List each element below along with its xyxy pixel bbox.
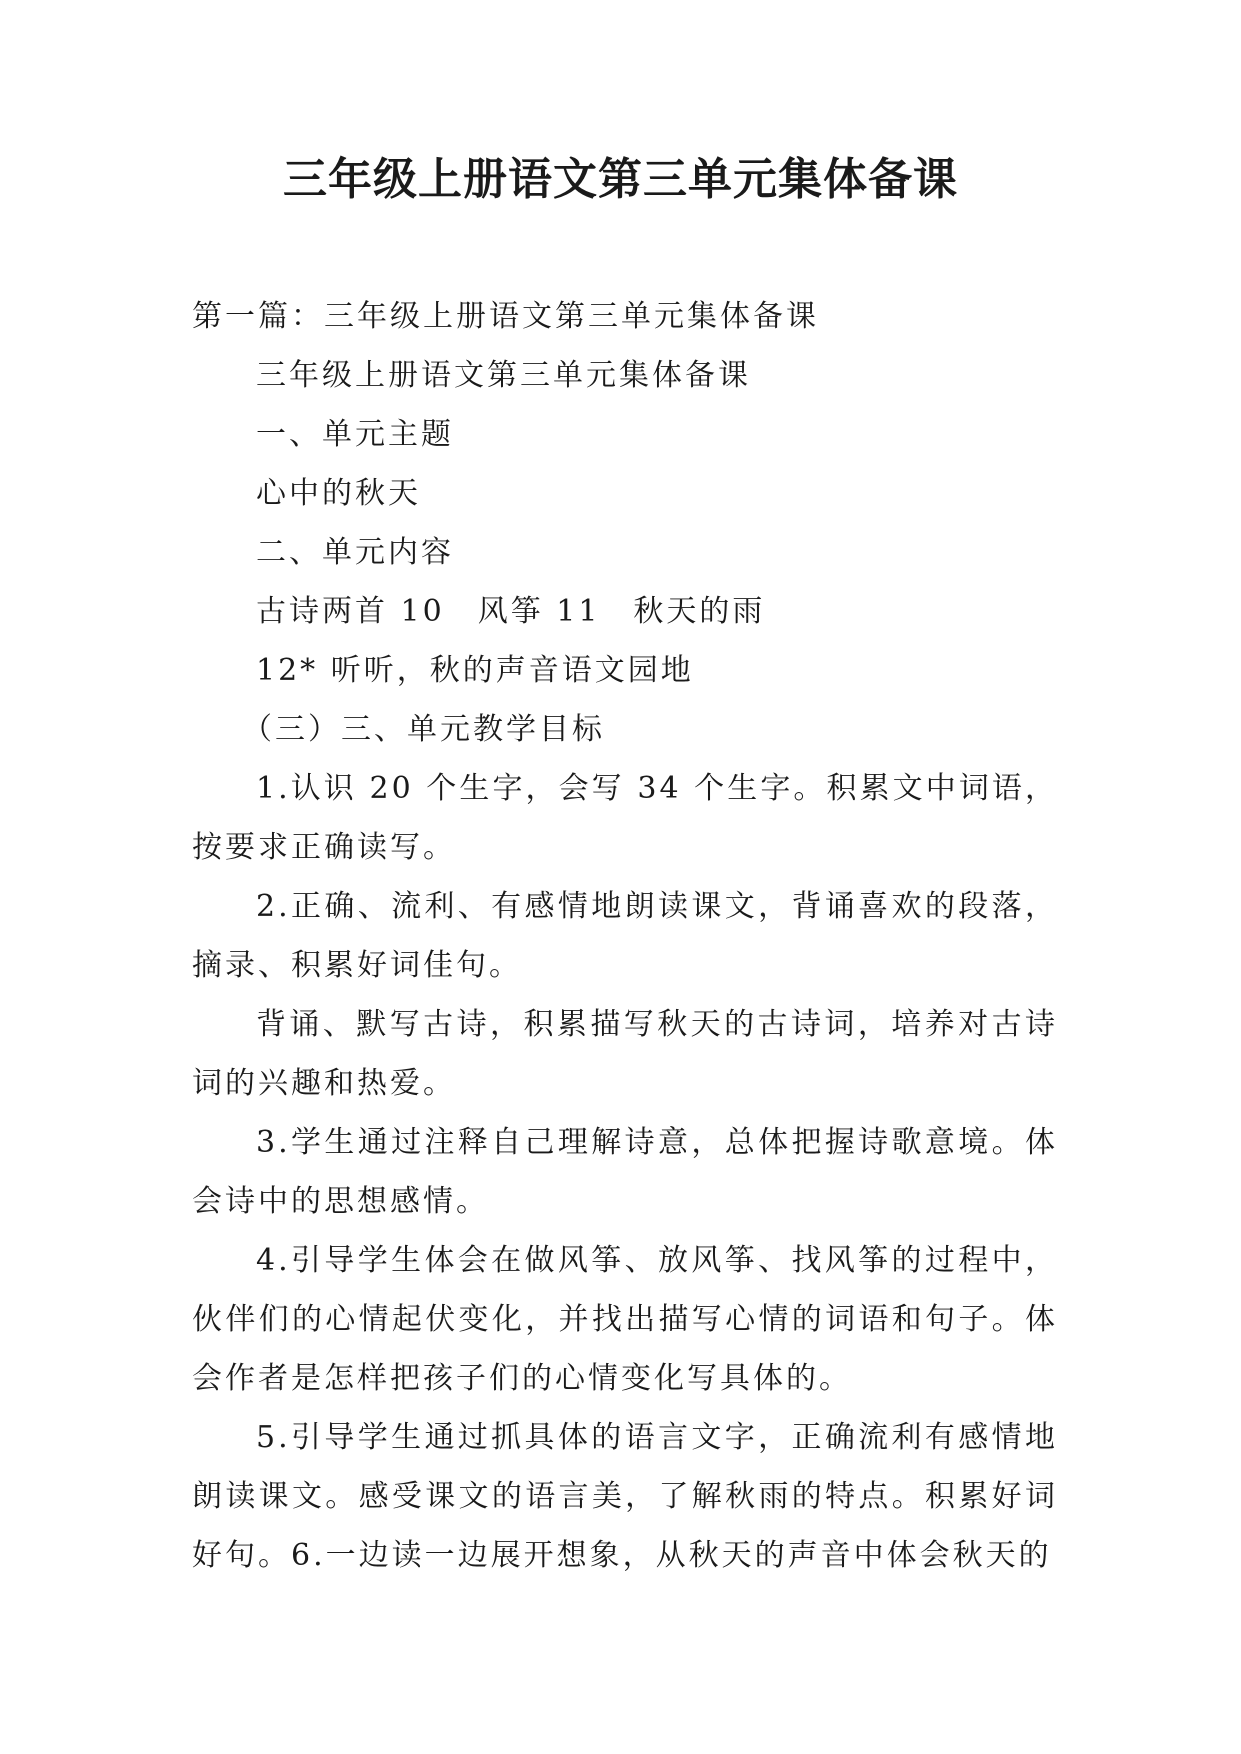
- paragraph: 4.引导学生体会在做风筝、放风筝、找风筝的过程中，伙伴们的心情起伏变化，并找出描写心情的词语和句子。体会作者是怎样把孩子们的心情变化写具体的。: [192, 1243, 1058, 1396]
- paragraph: 背诵、默写古诗，积累描写秋天的古诗词，培养对古诗词的兴趣和热爱。: [192, 1007, 1058, 1101]
- document-body: [192, 287, 1058, 1585]
- paragraph: （三）三、单元教学目标: [242, 712, 605, 747]
- document-title: 三年级上册语文第三单元集体备课: [283, 154, 958, 205]
- paragraph: 二、单元内容: [256, 535, 454, 570]
- paragraph: 三年级上册语文第三单元集体备课: [256, 358, 751, 393]
- paragraph: 心中的秋天: [256, 476, 421, 511]
- paragraph: 12* 听听，秋的声音语文园地: [256, 653, 694, 688]
- paragraph: 一、单元主题: [256, 417, 454, 452]
- paragraph: 2.正确、流利、有感情地朗读课文，背诵喜欢的段落，摘录、积累好词佳句。: [192, 889, 1058, 983]
- section-heading: 第一篇：三年级上册语文第三单元集体备课: [192, 299, 819, 334]
- paragraph: 5.引导学生通过抓具体的语言文字，正确流利有感情地朗读课文。感受课文的语言美，了解秋雨的特点。积累好词好句。6.一边读一边展开想象，从秋天的声音中体会秋天的: [192, 1420, 1058, 1573]
- paragraph: 古诗两首 10 风筝 11 秋天的雨: [256, 594, 766, 629]
- paragraph: 3.学生通过注释自己理解诗意，总体把握诗歌意境。体会诗中的思想感情。: [192, 1125, 1058, 1219]
- paragraph: 1.认识 20 个生字，会写 34 个生字。积累文中词语，按要求正确读写。: [192, 771, 1058, 865]
